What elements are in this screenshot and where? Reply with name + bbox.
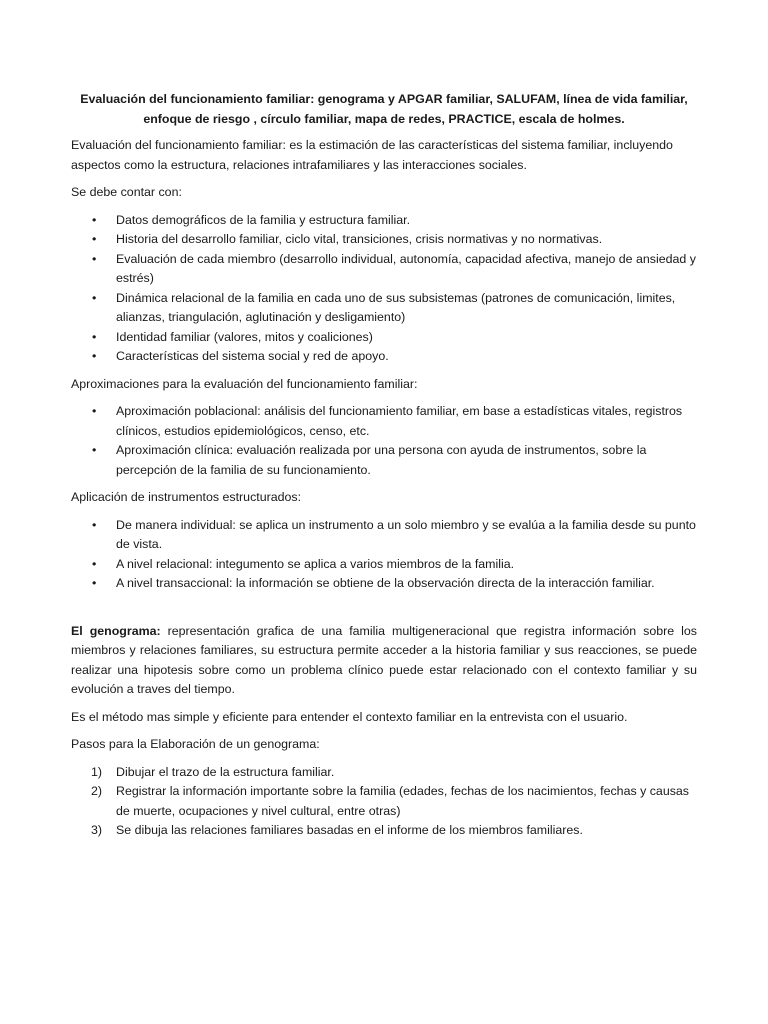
list-item-text: De manera individual: se aplica un instrumento a un solo miembro y se evalúa a la familia desde su punto de vista. [116,517,696,551]
step-item [71,821,697,841]
steps-list [71,763,697,841]
steps-heading: Pasos para la Elaboración de un genograma: [71,737,320,751]
list-item [71,289,697,328]
step-number: 3) [91,823,103,837]
section-spacer [71,602,697,622]
list-item-text: A nivel transaccional: la información se obtiene de la observación directa de la interacción familiar. [116,576,655,590]
bullet-icon: • [92,517,97,532]
document-content [71,90,697,841]
bullet-icon: • [92,443,97,457]
list-item [71,250,697,289]
bullet-icon: • [92,251,97,266]
bullet-icon: • [92,212,97,227]
bullet-icon: • [92,349,97,363]
genogram-definition-paragraph [71,622,697,700]
bullet-icon: • [92,404,97,418]
list-item [71,516,697,555]
step-number: 1) [91,764,103,779]
list-item-text: Evaluación de cada miembro (desarrollo individual, autonomía, capacidad afectiva, manejo de ansiedad y estrés) [116,251,696,285]
genogram-definition: representación grafica de una familia multigeneracional que registra información sobre los miembros y relaciones familiares, su estructura permite acceder a la historia familiar y sus reacciones, se puede realizar una hipotesis sobre como un problema clínico puede estar relacionado con el contexto familiar y su evolución a traves del tiempo. [71,623,697,696]
step-item [71,782,697,821]
bullet-icon: • [92,329,97,344]
list-item [71,328,697,348]
list-item [71,230,697,250]
step-text: Registrar la información importante sobre la familia (edades, fechas de los nacimientos, fechas y causas de muerte, ocupaciones y nivel cultural, entre otras) [116,784,690,818]
requirements-list [71,211,697,367]
list-item-text: Aproximación clínica: evaluación realizada por una persona con ayuda de instrumentos, sobre la percepción de la familia de su funcionamiento. [116,443,647,477]
list-item-text: Datos demográficos de la familia y estructura familiar. [116,212,411,227]
bullet-icon: • [92,232,97,246]
list-item [71,441,697,480]
list-item [71,555,697,575]
list-item-text: Características del sistema social y red de apoyo. [116,349,389,363]
list-item-text: Aproximación poblacional: análisis del funcionamiento familiar, em base a estadísticas vitales, registros clínicos, estudios epidemiológicos, censo, etc. [116,404,683,438]
intro-paragraph: Evaluación del funcionamiento familiar: es la estimación de las características del sistema familiar, incluyendo aspectos como la estructura, relaciones intrafamiliares y las interacciones sociales. [71,138,673,172]
list-item [71,347,697,367]
step-text: Se dibuja las relaciones familiares basadas en el informe de los miembros familiares. [116,823,583,837]
step-item [71,763,697,783]
list-item-text: Dinámica relacional de la familia en cada uno de sus subsistemas (patrones de comunicación, limites, alianzas, triangulación, aglutinación y desligamiento) [116,290,676,324]
genogram-method-paragraph: Es el método mas simple y eficiente para entender el contexto familiar en la entrevista con el usuario. [71,709,628,724]
requirements-heading: Se debe contar con: [71,185,182,199]
bullet-icon: • [92,576,97,590]
list-item-text: Identidad familiar (valores, mitos y coaliciones) [116,329,373,344]
instruments-heading: Aplicación de instrumentos estructurados: [71,490,302,504]
list-item [71,402,697,441]
list-item-text: Historia del desarrollo familiar, ciclo vital, transiciones, crisis normativas y no normativas. [116,232,603,246]
genogram-term: El genograma: [71,623,161,638]
approaches-list [71,402,697,480]
step-number: 2) [91,784,103,798]
bullet-icon: • [92,290,97,305]
list-item [71,574,697,594]
approaches-heading: Aproximaciones para la evaluación del funcionamiento familiar: [71,376,418,391]
step-text: Dibujar el trazo de la estructura familiar. [116,764,335,779]
list-item-text: A nivel relacional: integumento se aplica a varios miembros de la familia. [116,556,515,571]
document-title: Evaluación del funcionamiento familiar: genograma y APGAR familiar, SALUFAM, línea de vida familiar, enfoque de riesgo , círculo familiar, mapa de redes, PRACTICE, escala de holmes. [80,92,688,126]
instruments-list [71,516,697,594]
list-item [71,211,697,231]
bullet-icon: • [92,556,97,571]
